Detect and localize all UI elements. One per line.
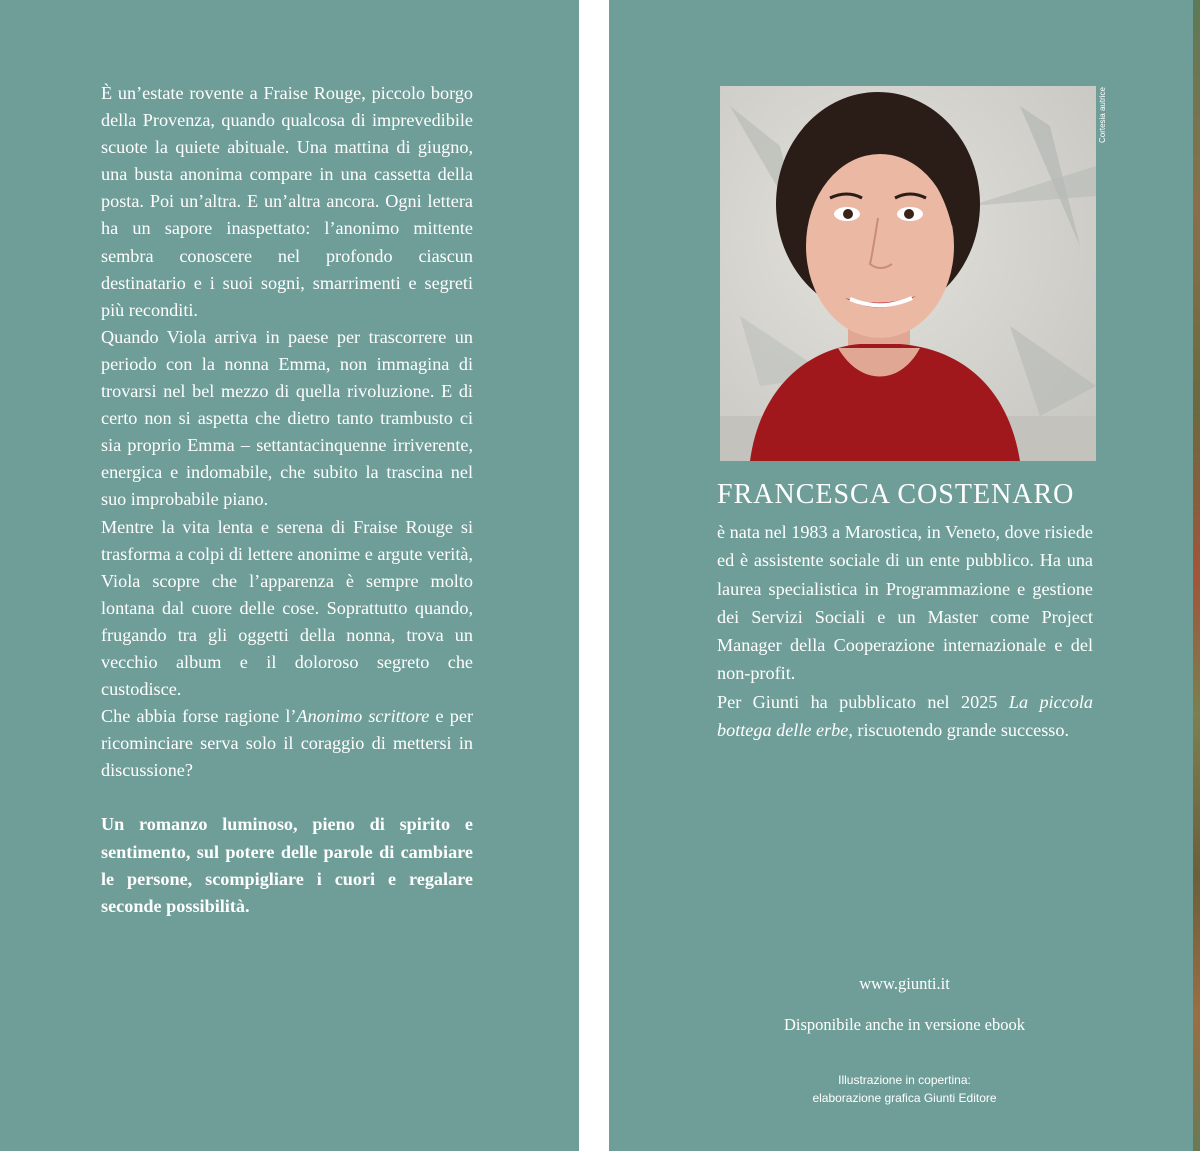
book-blurb <box>101 80 473 920</box>
left-flap <box>0 0 579 1151</box>
photo-credit-text: Cortesia autrice <box>1098 87 1107 144</box>
cover-edge-strip <box>1193 0 1200 1151</box>
author-name: FRANCESCA COSTENARO <box>717 479 1075 510</box>
ebook-availability-note: Disponibile anche in versione ebook <box>783 1015 1026 1034</box>
author-photo <box>720 86 1096 461</box>
blurb-paragraph <box>101 703 473 784</box>
blurb-text: e per ricominciare serva solo il coraggio di mettersi in discussione? <box>101 706 474 781</box>
publication-title: La piccola bottega delle erbe <box>717 691 1093 741</box>
publication-text: , riscuotendo grande successo. <box>848 720 1070 741</box>
blurb-paragraph: Quando Viola arriva in paese per trascorrere un periodo con la nonna Emma, non immagina di trovarsi nel bel mezzo di quella rivoluzione. E di certo non si aspetta che dietro tanto trambusto ci sia proprio Emma – settantacinquenne irriverente, energica e indomabile, che subito la trascina nel suo improbabile piano. <box>101 326 473 510</box>
cover-illustration-credit <box>609 1071 1200 1107</box>
blurb-tagline: Un romanzo luminoso, pieno di spirito e sentimento, sul potere delle parole di cambiare le persone, scompigliare i cuori e regalare seconde possibilità. <box>101 814 473 916</box>
publisher-website: www.giunti.it <box>859 974 950 993</box>
blurb-paragraph: È un’estate rovente a Fraise Rouge, piccolo borgo della Provenza, quando qualcosa di imprevedibile scuote la quiete abituale. Una mattina di giugno, una busta anonima compare in una cassetta della posta. Poi un’altra. E un’altra ancora. Ogni lettera ha un sapore inaspettato: l’anonimo mittente sembra conoscere nel profondo ciascun destinatario e i suoi sogni, smarrimenti e segreti più reconditi. <box>101 83 473 320</box>
photo-credit <box>1098 87 1112 167</box>
blurb-paragraph: Mentre la vita lenta e serena di Fraise Rouge si trasforma a colpi di lettere anonime e argute verità, Viola scopre che l’apparenza è sempre molto lontana dal cuore delle cose. Soprattutto quando, frugando tra gli oggetti della nonna, trova un vecchio album e il doloroso segreto che custodisce. <box>101 516 473 700</box>
blurb-italic-title: Anonimo scrittore <box>296 706 430 727</box>
publication-note <box>717 688 1093 745</box>
author-portrait-image <box>720 86 1096 461</box>
blurb-text: Che abbia forse ragione l’ <box>101 706 297 727</box>
publication-text: Per Giunti ha pubblicato nel 2025 <box>717 691 1009 712</box>
cover-credit-line: elaborazione grafica Giunti Editore <box>812 1091 997 1105</box>
right-flap <box>609 0 1200 1151</box>
author-bio <box>717 518 1093 744</box>
bio-paragraph: è nata nel 1983 a Marostica, in Veneto, dove risiede ed è assistente sociale di un ente pubblico. Ha una laurea specialistica in Programmazione e gestione dei Servizi Sociali e un Master come Project Manager della Cooperazione internazionale e del non-profit. <box>717 522 1093 684</box>
cover-credit-line: Illustrazione in copertina: <box>838 1073 971 1087</box>
